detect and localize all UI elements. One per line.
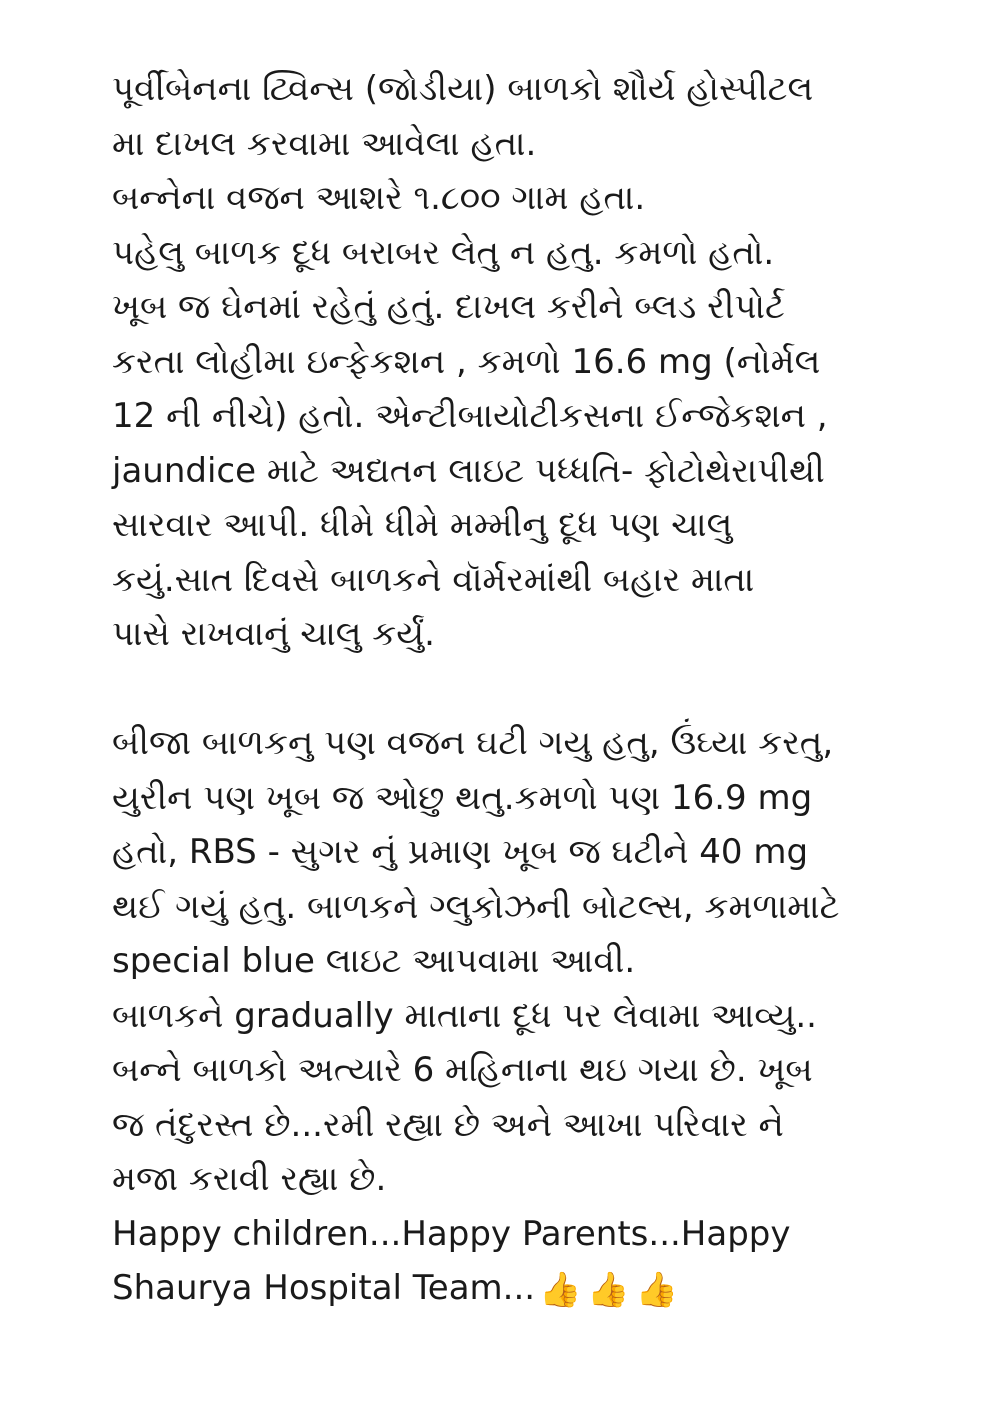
thumbs-up-icon: 👍 xyxy=(587,1269,630,1310)
text-line: મજા કરાવી રહ્યા છે. xyxy=(112,1159,387,1199)
text-line: પહેલુ બાળક દૂધ બરાબર લેતુ ન હતુ. કમળો હતો. xyxy=(112,232,775,273)
text-line: મા દાખલ કરવામા આવેલા હતા. xyxy=(112,123,537,164)
text-body xyxy=(112,62,912,1316)
text-line: Shaurya Hospital Team... xyxy=(112,1268,536,1308)
text-line: jaundice માટે અદ્યતન લાઇટ પધ્ધતિ- ફોટોથેરાપીથી xyxy=(112,450,825,491)
text-line: જ તંદુરસ્ત છે...રમી રહ્યા છે અને આખા પરિવાર ને xyxy=(112,1104,784,1145)
text-line: હતો, RBS - સુગર નું પ્રમાણ ખૂબ જ ઘટીને 40 mg xyxy=(112,832,809,872)
paragraph-admission xyxy=(112,62,912,662)
text-line: યુરીન પણ ખૂબ જ ઓછુ થતુ.કમળો પણ 16.9 mg xyxy=(112,777,813,818)
text-line: બન્નેના વજન આશરે ૧.૮૦૦ ગામ હતા. xyxy=(112,178,646,218)
text-line: કયું.સાત દિવસે બાળકને વૉર્મરમાંથી બહાર માતા xyxy=(112,559,755,600)
thumbs-group xyxy=(539,1261,684,1316)
paragraph-second-baby xyxy=(112,716,912,1316)
thumbs-up-icon: 👍 xyxy=(539,1269,582,1310)
text-line: પૂર્વીબેનના ટ્વિન્સ (જોડીયા) બાળકો શૌર્ય હોસ્પીટલ xyxy=(112,69,814,109)
text-line: બાળકને gradually માતાના દૂધ પર લેવામા આવ્યુ.. xyxy=(112,995,817,1036)
text-line: બીજા બાળકનુ પણ વજન ઘટી ગયુ હતુ, ઉંઘ્યા કરતુ, xyxy=(112,723,834,763)
closing-line xyxy=(112,1261,912,1316)
text-line: પાસે રાખવાનું ચાલુ કર્યું. xyxy=(112,614,435,654)
text-line: special blue લાઇટ આપવામા આવી. xyxy=(112,941,636,981)
text-line: બન્ને બાળકો અત્યારે 6 મહિનાના થઇ ગયા છે. ખૂબ xyxy=(112,1050,813,1090)
text-line: ખૂબ જ ઘેનમાં રહેતું હતું. દાખલ કરીને બ્લડ રીપોર્ટ xyxy=(112,287,785,327)
text-line: સારવાર આપી. ધીમે ધીમે મમ્મીનુ દૂધ પણ ચાલુ xyxy=(112,505,733,545)
text-line: થઈ ગયું હતુ. બાળકને ગ્લુકોઝની બોટલ્સ, કમળામાટે xyxy=(112,886,840,927)
thumbs-up-icon: 👍 xyxy=(635,1269,679,1310)
text-line: Happy children...Happy Parents...Happy xyxy=(112,1213,791,1254)
paragraph-spacer xyxy=(112,662,912,717)
text-line: 12 ની નીચે) હતો. એન્ટીબાયોટીકસના ઈન્જેકશન , xyxy=(112,396,828,436)
text-line: કરતા લોહીમા ઇન્ફેકશન , કમળો 16.6 mg (નોર્મલ xyxy=(112,341,821,382)
